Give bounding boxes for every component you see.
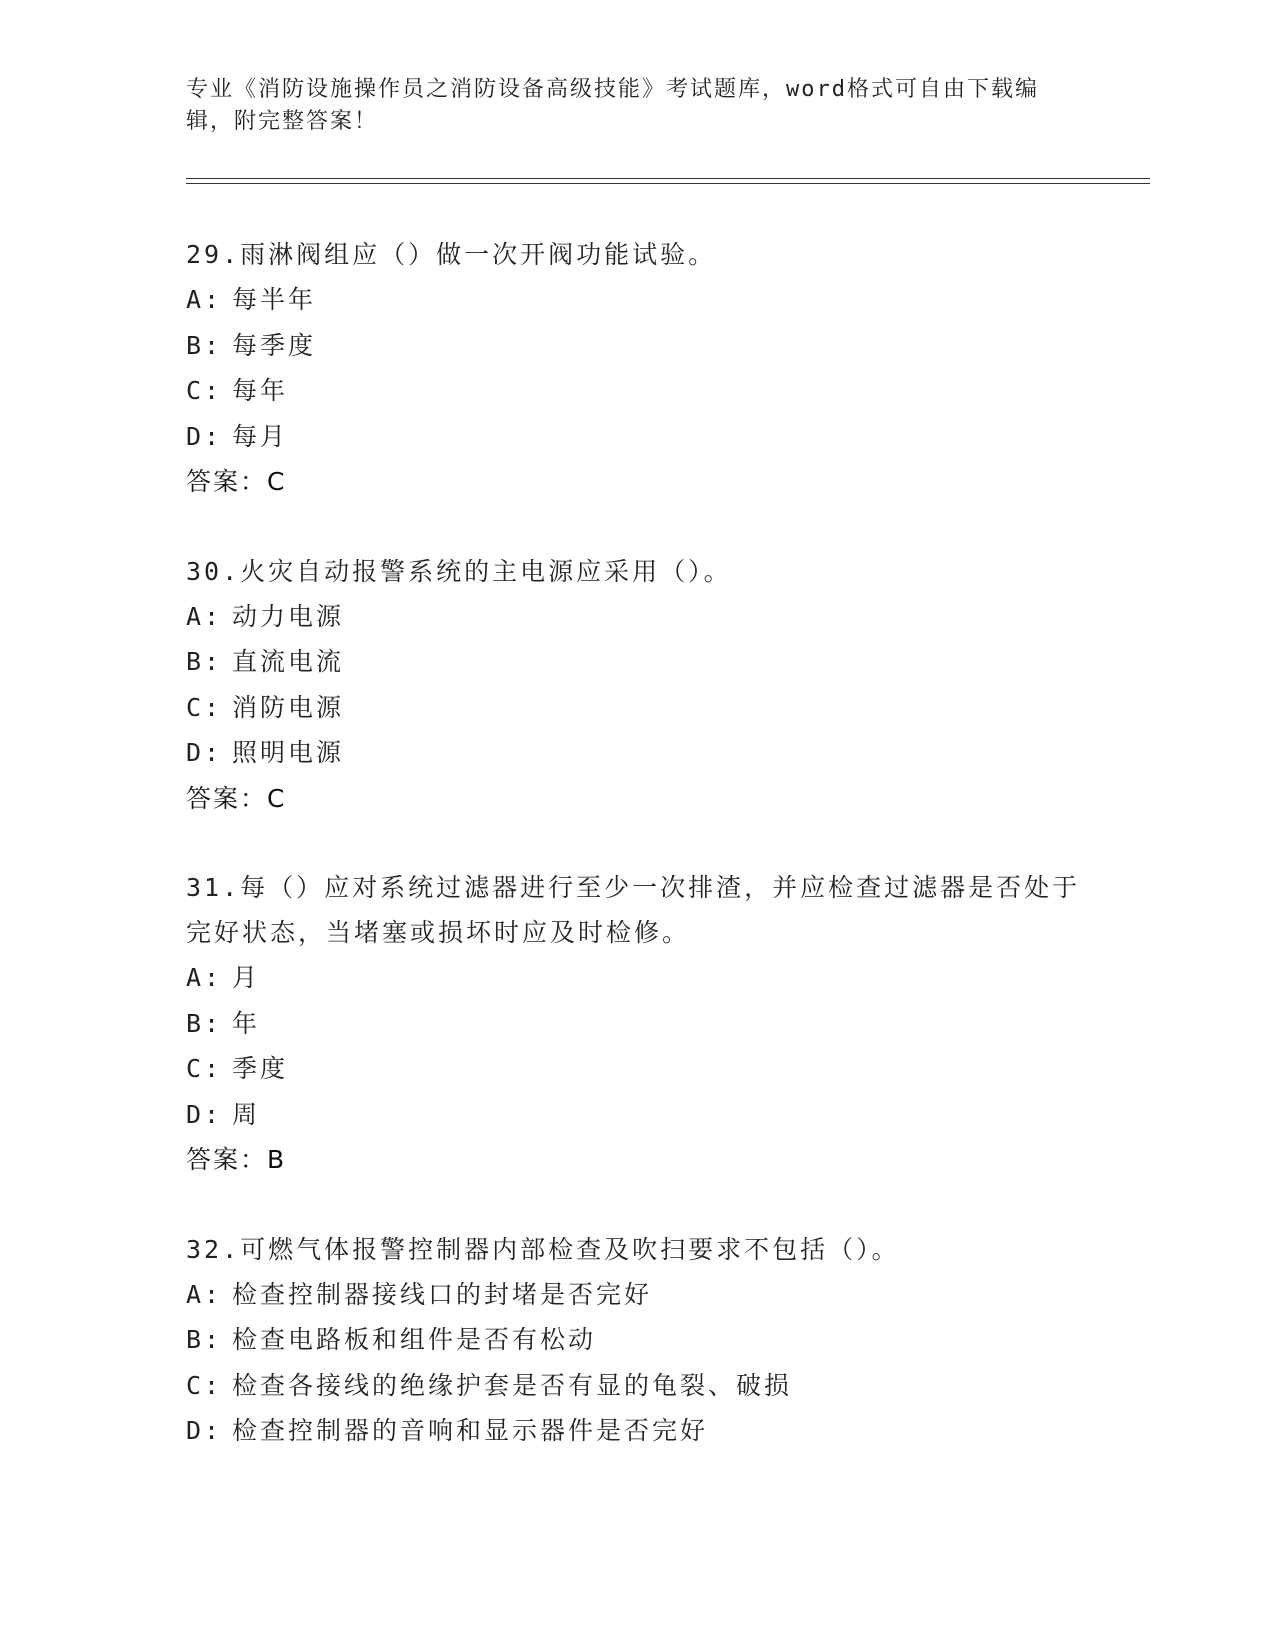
option-text: 检查电路板和组件是否有松动 bbox=[232, 1325, 597, 1354]
option-d bbox=[186, 414, 1086, 460]
option-key: D: bbox=[186, 1099, 223, 1129]
option-text: 直流电流 bbox=[232, 647, 345, 676]
question-stem: 29.雨淋阀组应（）做一次开阀功能试验。 bbox=[186, 240, 717, 269]
option-key: C: bbox=[186, 692, 223, 722]
option-key: C: bbox=[186, 1054, 223, 1083]
option-text: 检查控制器接线口的封堵是否完好 bbox=[232, 1279, 653, 1309]
option-text: 检查各接线的绝缘护套是否有显的龟裂、破损 bbox=[232, 1370, 793, 1400]
question-31 bbox=[186, 865, 1086, 1183]
question-stem: 30.火灾自动报警系统的主电源应采用（）。 bbox=[186, 556, 732, 586]
option-d bbox=[186, 1092, 1086, 1138]
option-text: 每半年 bbox=[232, 285, 317, 314]
question-stem: 32.可燃气体报警控制器内部检查及吹扫要求不包括（）。 bbox=[186, 1234, 900, 1264]
option-key: B: bbox=[186, 1008, 223, 1038]
option-b bbox=[186, 323, 1086, 369]
question-29 bbox=[186, 232, 1086, 505]
option-text: 周 bbox=[232, 1099, 261, 1129]
option-d bbox=[186, 1408, 1086, 1454]
option-key: B: bbox=[186, 330, 223, 360]
question-32 bbox=[186, 1227, 1086, 1454]
question-list bbox=[186, 232, 1086, 1498]
option-text: 每月 bbox=[232, 421, 289, 451]
option-key: C: bbox=[186, 1370, 223, 1400]
option-key: D: bbox=[186, 421, 223, 451]
option-key: A: bbox=[186, 963, 223, 992]
document-header: 专业《消防设施操作员之消防设备高级技能》考试题库，word格式可自由下载编辑，附完整答案！ bbox=[186, 77, 1039, 134]
option-b bbox=[186, 639, 1086, 685]
option-text: 月 bbox=[232, 963, 261, 992]
option-key: B: bbox=[186, 1325, 223, 1354]
option-key: C: bbox=[186, 376, 223, 405]
option-c bbox=[186, 685, 1086, 731]
option-c bbox=[186, 1363, 1086, 1409]
option-text: 动力电源 bbox=[232, 601, 345, 631]
option-d bbox=[186, 730, 1086, 776]
answer-line: 答案：B bbox=[186, 1145, 287, 1174]
option-key: D: bbox=[186, 1416, 223, 1445]
option-a bbox=[186, 594, 1086, 640]
answer-line: 答案：C bbox=[186, 467, 287, 496]
header-rule-top bbox=[186, 178, 1150, 179]
option-key: B: bbox=[186, 647, 223, 676]
option-text: 每年 bbox=[232, 376, 289, 405]
option-b bbox=[186, 1001, 1086, 1047]
option-c bbox=[186, 1046, 1086, 1092]
option-b bbox=[186, 1317, 1086, 1363]
option-key: A: bbox=[186, 601, 223, 631]
option-c bbox=[186, 368, 1086, 414]
option-text: 检查控制器的音响和显示器件是否完好 bbox=[232, 1416, 709, 1445]
option-a bbox=[186, 1272, 1086, 1318]
question-stem: 31.每（）应对系统过滤器进行至少一次排渣，并应检查过滤器是否处于完好状态，当堵塞或损坏时应及时检修。 bbox=[186, 873, 1081, 947]
answer-line: 答案：C bbox=[186, 783, 287, 813]
option-key: A: bbox=[186, 1279, 223, 1309]
option-text: 年 bbox=[232, 1008, 261, 1038]
option-key: A: bbox=[186, 285, 223, 314]
header-rule-bottom bbox=[186, 183, 1150, 184]
option-text: 每季度 bbox=[232, 330, 317, 360]
option-a bbox=[186, 955, 1086, 1001]
question-30 bbox=[186, 549, 1086, 822]
option-text: 消防电源 bbox=[232, 692, 345, 722]
option-text: 季度 bbox=[232, 1054, 289, 1083]
option-a bbox=[186, 277, 1086, 323]
option-text: 照明电源 bbox=[232, 738, 345, 767]
option-key: D: bbox=[186, 738, 223, 767]
